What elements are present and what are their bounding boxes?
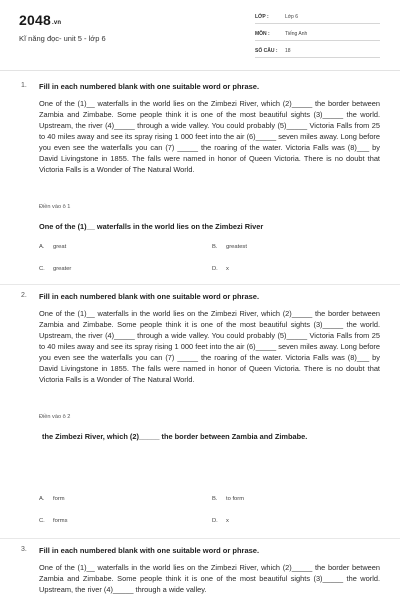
option-c[interactable] — [39, 266, 71, 272]
option-a[interactable] — [39, 496, 65, 502]
option-letter: A. — [39, 496, 45, 502]
meta-label: MÔN : — [255, 30, 270, 37]
question-prompt: Fill in each numbered blank with one suitable word or phrase. — [39, 292, 260, 301]
option-letter: D. — [212, 518, 218, 524]
question-divider — [0, 538, 400, 539]
option-letter: A. — [39, 244, 45, 250]
option-d[interactable] — [212, 518, 229, 524]
option-text: greatest — [226, 244, 247, 250]
reading-passage: One of the (1)__ waterfalls in the world lies on the Zimbezi River, which (2)_____ the border between Zambia and Zimbabe. Some people think it is one of the most beautiful sights (3)_____ the world. Upstream, the river (4)_____ through a wide valley. You could probably (5)_____ Victoria Falls from 25 to 40 miles away and see its spray rising 1 000 feet into the air (6)_____ seven miles away. Long before you even see the waterfalls you can (7) _____ the roaring of the water. Victoria Falls was (8)___ by David Livingstone in 1855. The falls were named in honor of Queen Victoria. There is no doubt that Victoria Falls is a Wonder of The Natural World. — [39, 309, 380, 384]
reading-passage: One of the (1)__ waterfalls in the world lies on the Zimbezi River, which (2)_____ the border between Zambia and Zimbabe. Some people think it is one of the most beautiful sights (3)_____ the world. Upstream, the river (4)_____ through a wide valley. — [39, 563, 380, 594]
question-prompt: Fill in each numbered blank with one suitable word or phrase. — [39, 82, 260, 91]
option-b[interactable] — [212, 496, 244, 502]
document-header — [0, 0, 400, 66]
option-text: to form — [226, 496, 245, 502]
question-divider — [0, 284, 400, 285]
option-letter: B. — [212, 496, 218, 502]
option-b[interactable] — [212, 244, 247, 250]
question-number: 1. — [21, 82, 27, 89]
option-text: great — [53, 244, 67, 250]
meta-row-class — [255, 10, 380, 24]
meta-label: LỚP : — [255, 13, 269, 20]
meta-row-subject — [255, 27, 380, 41]
reading-passage: One of the (1)__ waterfalls in the world lies on the Zimbezi River, which (2)_____ the border between Zambia and Zimbabe. Some people think it is one of the most beautiful sights (3)_____ the world. Upstream, the river (4)_____ through a wide valley. You could probably (5)_____ Victoria Falls from 25 to 40 miles away and see its spray rising 1 000 feet into the air (6)_____ seven miles away. Long before you even see the waterfalls you can (7) _____ the roaring of the water. Victoria Falls was (8)___ by David Livingstone in 1855. The falls were named in honor of Queen Victoria. There is no doubt that Victoria Falls is a Wonder of The Natural World. — [39, 99, 380, 174]
meta-value: 18 — [285, 47, 291, 54]
question-prompt: Fill in each numbered blank with one suitable word or phrase. — [39, 546, 260, 555]
document-title: Kĩ năng đọc- unit 5 - lớp 6 — [19, 34, 106, 43]
meta-value: Lớp 6 — [285, 13, 299, 20]
meta-label: SỐ CÂU : — [255, 47, 278, 54]
header-divider — [0, 70, 400, 71]
option-text: form — [53, 496, 65, 502]
question-number: 3. — [21, 546, 27, 553]
meta-value: Tiếng Anh — [285, 30, 308, 37]
option-text: x — [226, 518, 229, 524]
sub-question-label: Điền vào ô 2 — [39, 414, 71, 420]
question-stem: One of the (1)__ waterfalls in the world lies on the Zimbezi River — [39, 222, 264, 231]
question-stem: the Zimbezi River, which (2)_____ the border between Zambia and Zimbabe. — [42, 432, 308, 441]
option-a[interactable] — [39, 244, 66, 250]
option-letter: C. — [39, 266, 45, 272]
meta-row-count — [255, 44, 380, 58]
brand-logo[interactable] — [19, 12, 61, 28]
option-text: greater — [53, 266, 72, 272]
document-meta — [255, 10, 380, 58]
question-number: 2. — [21, 292, 27, 299]
option-text: x — [226, 266, 229, 272]
option-d[interactable] — [212, 266, 229, 272]
option-c[interactable] — [39, 518, 68, 524]
option-letter: B. — [212, 244, 218, 250]
option-text: forms — [53, 518, 68, 524]
option-letter: D. — [212, 266, 218, 272]
option-letter: C. — [39, 518, 45, 524]
sub-question-label: Điền vào ô 1 — [39, 204, 71, 210]
brand-name: 2048 — [19, 12, 51, 28]
brand-suffix: .vn — [51, 20, 62, 26]
